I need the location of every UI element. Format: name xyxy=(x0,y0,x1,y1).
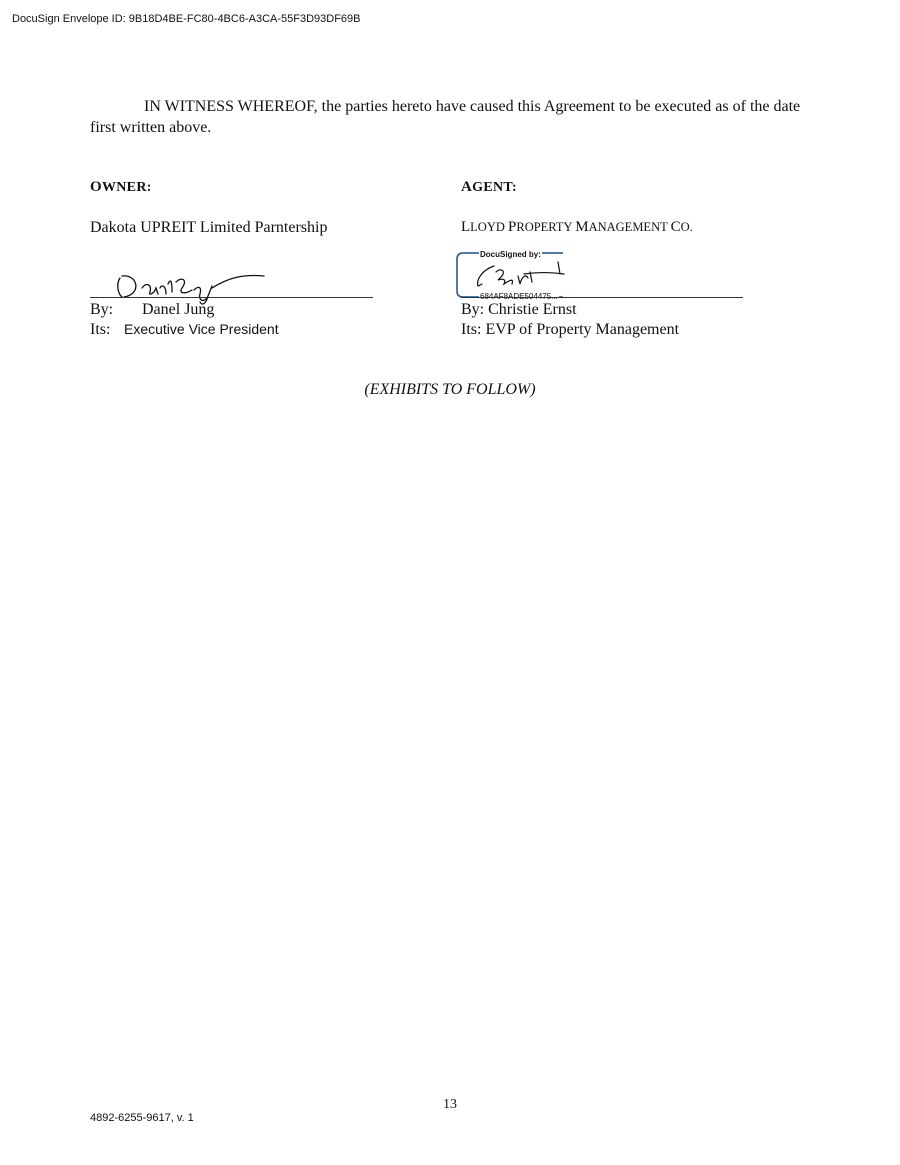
witness-paragraph: IN WITNESS WHEREOF, the parties hereto have caused this Agreement to be executed as of the date first written above. xyxy=(90,98,801,136)
agent-name-part: P xyxy=(508,219,517,235)
owner-heading xyxy=(90,179,152,196)
owner-by-label: By: xyxy=(90,301,114,318)
agent-name-part: ANAGEMENT xyxy=(588,220,671,234)
owner-name: Dakota UPREIT Limited Parntership xyxy=(90,219,328,236)
owner-by-value: Danel Jung xyxy=(142,301,215,318)
exhibits-note: (EXHIBITS TO FOLLOW) xyxy=(364,381,536,398)
envelope-id: DocuSign Envelope ID: 9B18D4BE-FC80-4BC6-A3CA-55F3D93DF69B xyxy=(12,13,361,25)
handwritten-signature-icon xyxy=(112,264,272,306)
agent-name-part: ROPERTY xyxy=(516,220,576,234)
owner-its-label: Its: xyxy=(90,321,111,338)
agent-name-part: M xyxy=(575,219,589,235)
owner-heading-rest: WNER: xyxy=(101,180,152,195)
agent-by-line: By: Christie Ernst xyxy=(461,301,577,318)
agent-name-part: L xyxy=(461,219,471,235)
docusign-id: 684AF8ADE504475... xyxy=(480,292,558,301)
agent-heading-rest: GENT: xyxy=(472,180,517,195)
owner-heading-initial: O xyxy=(90,179,102,195)
agent-its-line: Its: EVP of Property Management xyxy=(461,321,680,338)
agent-signature-line xyxy=(461,297,743,298)
agent-name-part: C xyxy=(670,219,681,235)
handwritten-signature-icon xyxy=(466,258,576,292)
agent-name-part: LOYD xyxy=(470,220,509,234)
agent-heading xyxy=(461,179,517,196)
page-number: 13 xyxy=(443,1097,457,1112)
docusign-label: DocuSigned by: xyxy=(480,250,541,259)
agent-name xyxy=(461,219,693,236)
agent-name-part: O. xyxy=(680,220,693,234)
document-code: 4892-6255-9617, v. 1 xyxy=(90,1112,194,1124)
agent-heading-initial: A xyxy=(461,179,473,195)
owner-its-value: Executive Vice President xyxy=(124,321,279,337)
owner-signature-line xyxy=(90,297,373,298)
